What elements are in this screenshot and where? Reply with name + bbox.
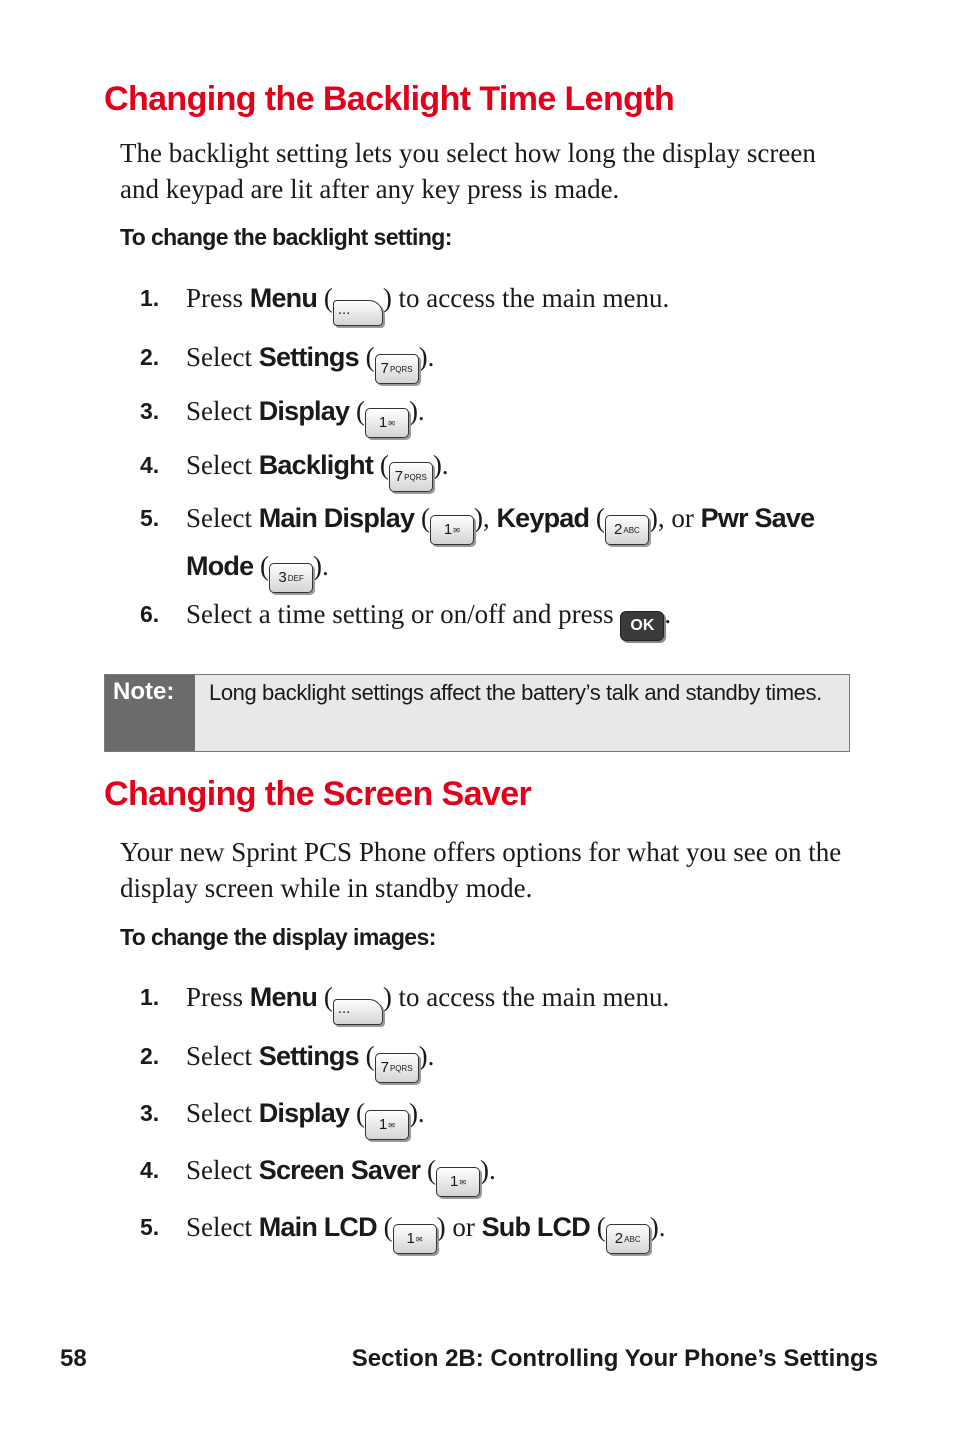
key-7-icon: 7PQRS bbox=[375, 1053, 419, 1083]
note-box bbox=[104, 674, 850, 752]
keyword: Menu bbox=[249, 982, 318, 1012]
keyword: Settings bbox=[258, 1041, 359, 1071]
step-number: 4. bbox=[140, 1157, 160, 1183]
keyword: Backlight bbox=[258, 450, 374, 480]
keyword: Keypad bbox=[496, 503, 590, 533]
step-item: 5. Select Main LCD ( 1✉ ) or Sub LCD ( 2ABC ). bbox=[140, 1206, 860, 1254]
step-number: 1. bbox=[140, 285, 160, 311]
key-7-icon: 7PQRS bbox=[389, 462, 433, 492]
keyword: Sub LCD bbox=[481, 1212, 590, 1242]
keyword: Main Display bbox=[258, 503, 415, 533]
ok-key-icon: OK bbox=[620, 611, 664, 641]
keyword: Pwr Save Mode bbox=[186, 503, 815, 581]
key-1-icon: 1✉ bbox=[430, 515, 474, 545]
key-1-icon: 1✉ bbox=[436, 1167, 480, 1197]
keyword: Display bbox=[258, 1098, 350, 1128]
menu-key-icon: ... bbox=[333, 300, 383, 326]
step-number: 2. bbox=[140, 344, 160, 370]
step-item: 4. Select Backlight ( 7PQRS ). bbox=[140, 444, 860, 492]
subheading-backlight: To change the backlight setting: bbox=[120, 224, 452, 250]
intro-paragraph-backlight: The backlight setting lets you select how long the display screen and keypad are lit after any key press is made. bbox=[120, 138, 816, 204]
keyword: Main LCD bbox=[258, 1212, 377, 1242]
step-item: 1. Press Menu ( ... ) to access the main menu. bbox=[140, 277, 860, 326]
keyword: Settings bbox=[258, 342, 359, 372]
step-number: 1. bbox=[140, 984, 160, 1010]
step-item: 4. Select Screen Saver ( 1✉ ). bbox=[140, 1149, 860, 1197]
step-item: 2. Select Settings ( 7PQRS ). bbox=[140, 336, 860, 384]
step-number: 5. bbox=[140, 1214, 160, 1240]
step-number: 6. bbox=[140, 601, 160, 627]
page-number: 58 bbox=[60, 1345, 87, 1372]
key-1-icon: 1✉ bbox=[365, 1110, 409, 1140]
key-2-icon: 2ABC bbox=[605, 515, 649, 545]
step-item: 3. Select Display ( 1✉ ). bbox=[140, 1092, 860, 1140]
menu-key-icon: ... bbox=[333, 999, 383, 1025]
step-number: 2. bbox=[140, 1043, 160, 1069]
step-number: 3. bbox=[140, 398, 160, 424]
section-heading-screen-saver: Changing the Screen Saver bbox=[104, 775, 532, 813]
subheading-screen-saver: To change the display images: bbox=[120, 924, 436, 950]
step-item: 3. Select Display ( 1✉ ). bbox=[140, 390, 860, 438]
key-7-icon: 7PQRS bbox=[375, 354, 419, 384]
step-item: 5. Select Main Display ( 1✉ ), Keypad ( 2ABC ), or Pwr Save Mode ( 3DEF ). bbox=[140, 497, 860, 593]
step-number: 5. bbox=[140, 505, 160, 531]
footer-section-title: Section 2B: Controlling Your Phone’s Settings bbox=[351, 1345, 878, 1372]
section-heading-backlight: Changing the Backlight Time Length bbox=[104, 80, 675, 118]
step-item: 1. Press Menu ( ... ) to access the main menu. bbox=[140, 976, 860, 1025]
keyword: Display bbox=[258, 396, 350, 426]
key-1-icon: 1✉ bbox=[393, 1224, 437, 1254]
keyword: Screen Saver bbox=[258, 1155, 421, 1185]
key-2-icon: 2ABC bbox=[606, 1224, 650, 1254]
note-label: Note: bbox=[105, 675, 195, 751]
keyword: Menu bbox=[249, 283, 318, 313]
intro-paragraph-screen-saver: Your new Sprint PCS Phone offers options for what you see on the display screen while in standby mode. bbox=[120, 837, 842, 903]
step-item: 2. Select Settings ( 7PQRS ). bbox=[140, 1035, 860, 1083]
key-3-icon: 3DEF bbox=[269, 563, 313, 593]
step-number: 3. bbox=[140, 1100, 160, 1126]
step-number: 4. bbox=[140, 452, 160, 478]
step-item: 6. Select a time setting or on/off and press OK . bbox=[140, 593, 860, 641]
key-1-icon: 1✉ bbox=[365, 408, 409, 438]
note-text: Long backlight settings affect the battery’s talk and standby times. bbox=[209, 680, 822, 705]
